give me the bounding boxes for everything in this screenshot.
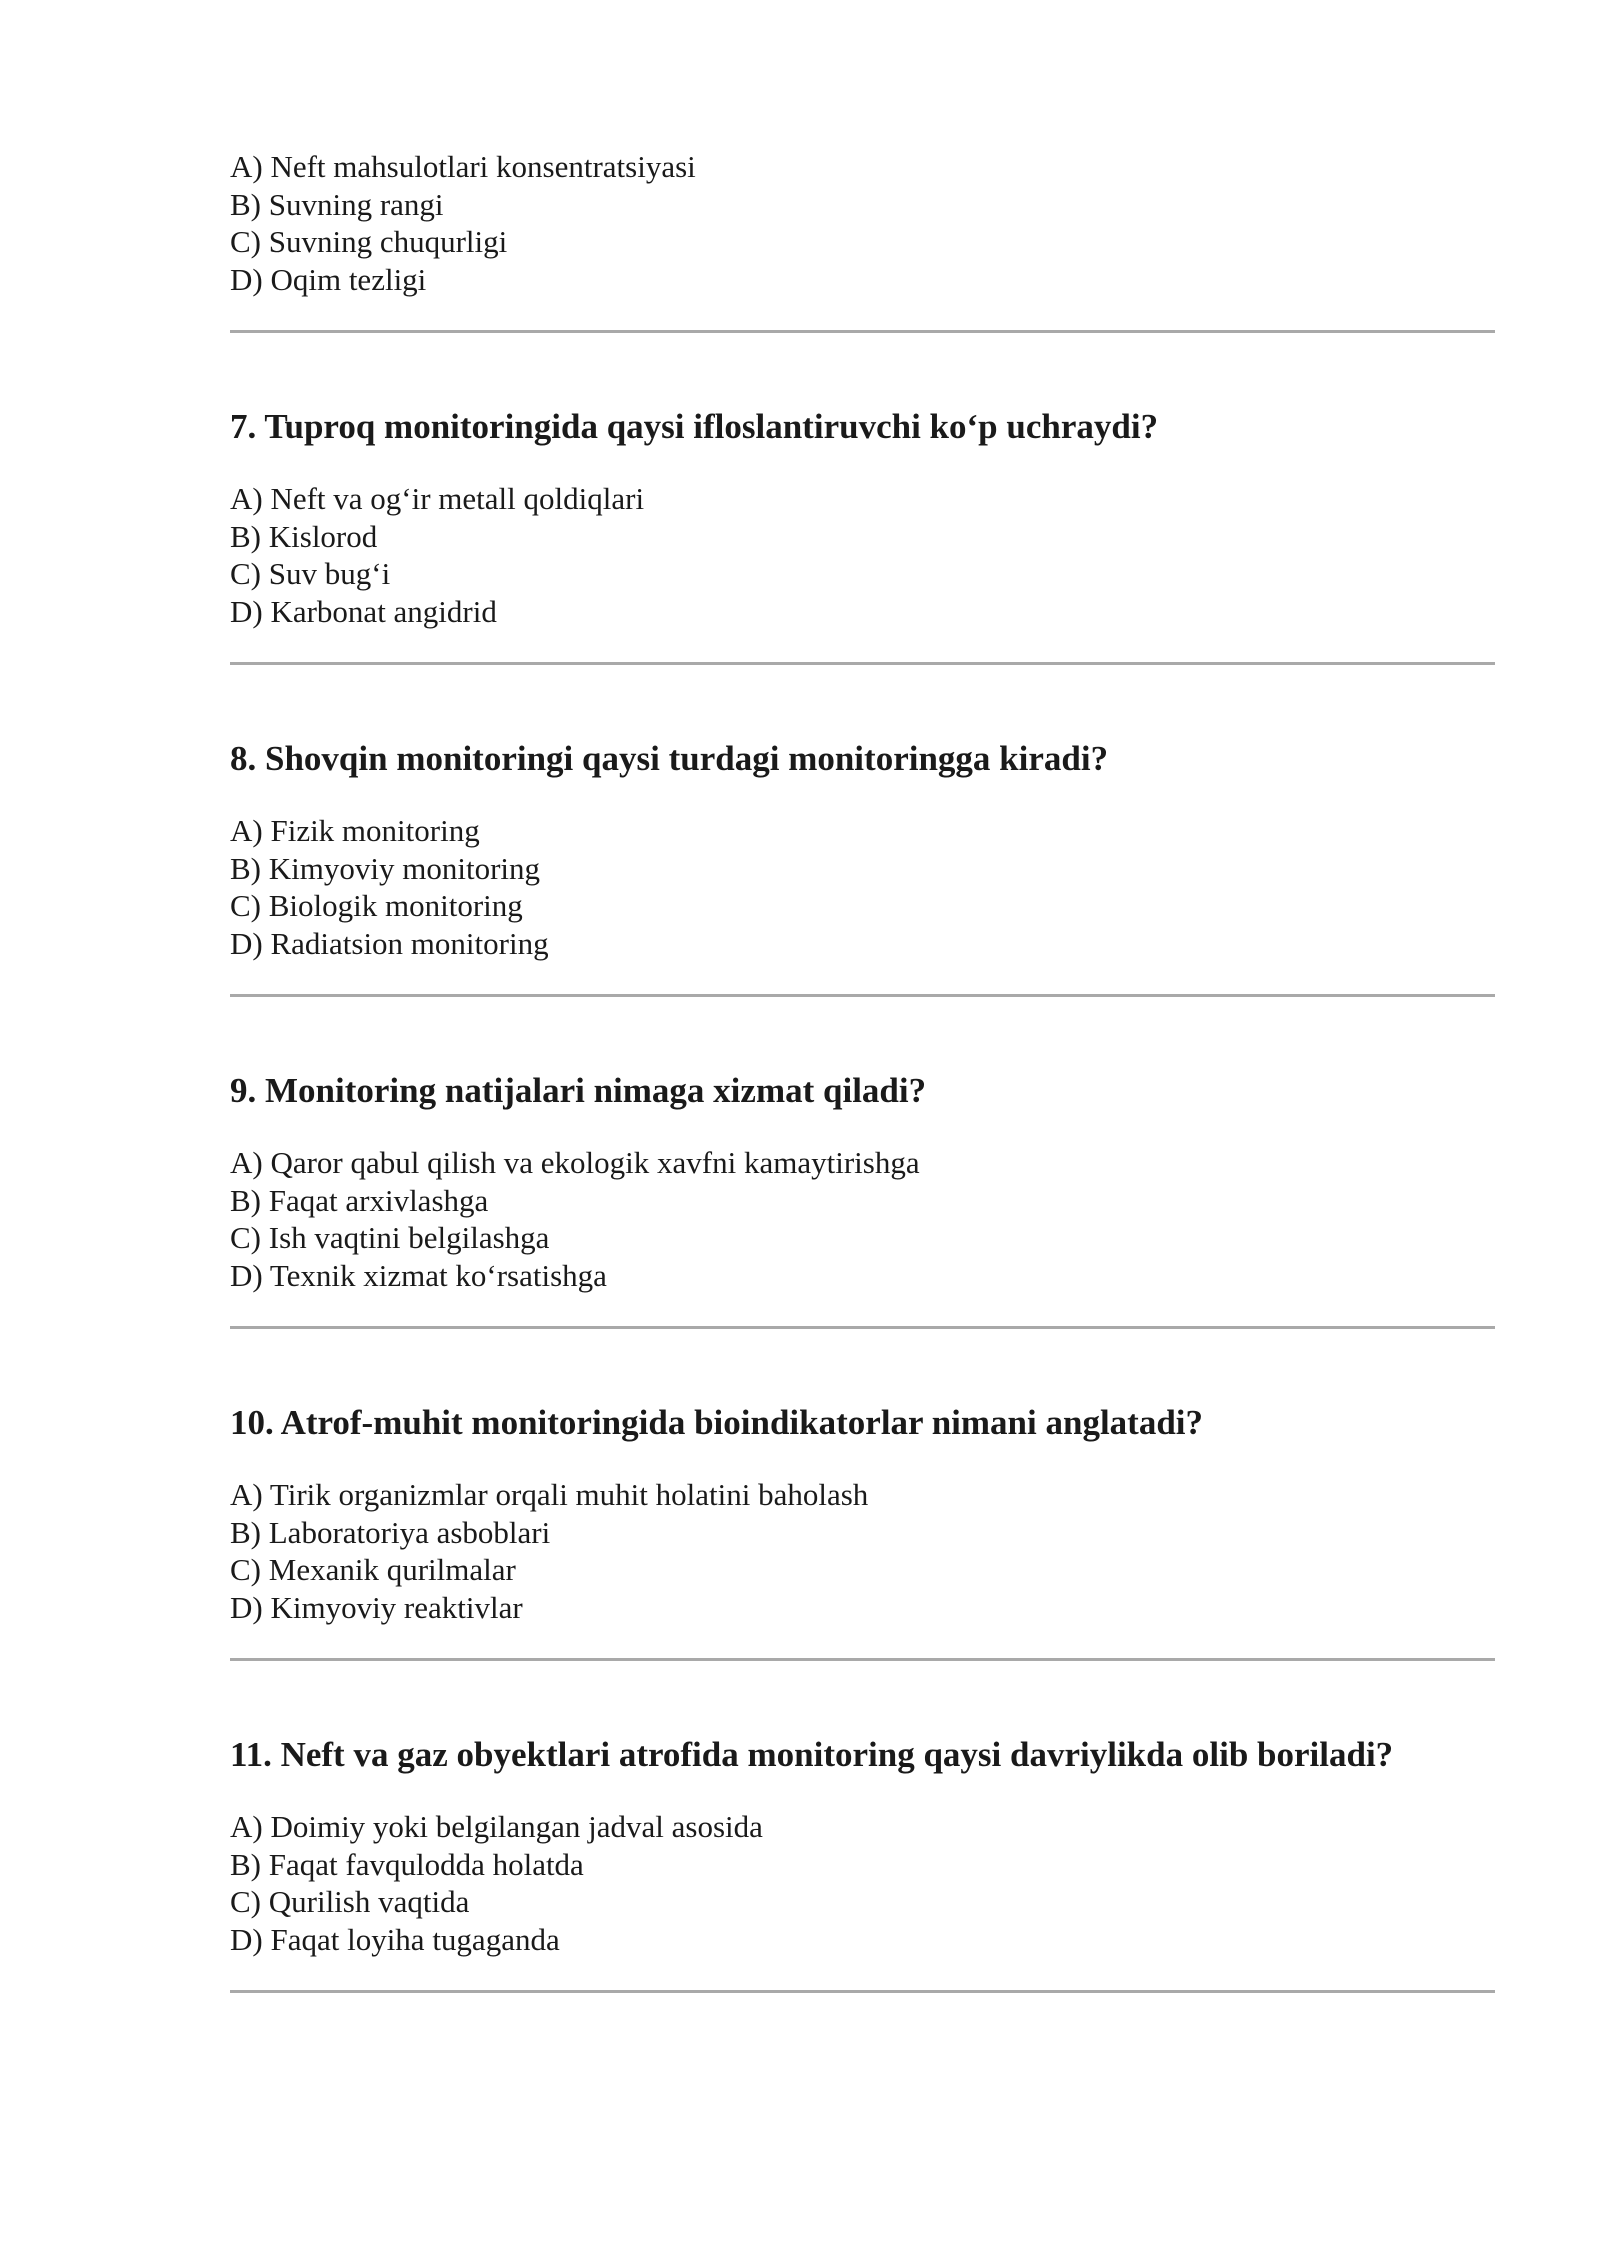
divider	[230, 1990, 1495, 1993]
question-10	[230, 1403, 1495, 1661]
divider	[230, 994, 1495, 997]
document-page	[230, 148, 1495, 1993]
answer-list	[230, 1144, 1495, 1294]
answer-option: A) Doimiy yoki belgilangan jadval asosida	[230, 1809, 763, 1844]
question-6-continued	[230, 148, 1495, 333]
answer-option: C) Biologik monitoring	[230, 888, 523, 923]
question-title: 10. Atrof-muhit monitoringida bioindikatorlar nimani anglatadi?	[230, 1403, 1204, 1442]
answer-list	[230, 812, 1495, 962]
question-9	[230, 1071, 1495, 1329]
question-title: 9. Monitoring natijalari nimaga xizmat qiladi?	[230, 1071, 927, 1110]
question-8	[230, 739, 1495, 997]
answer-option: D) Texnik xizmat ko‘rsatishga	[230, 1257, 607, 1293]
answer-list	[230, 148, 1495, 298]
answer-option: C) Qurilish vaqtida	[230, 1884, 470, 1919]
answer-option: B) Faqat favqulodda holatda	[230, 1846, 584, 1882]
question-7	[230, 407, 1495, 665]
answer-option: A) Neft va og‘ir metall qoldiqlari	[230, 481, 645, 516]
answer-option: C) Suv bug‘i	[230, 556, 391, 591]
question-title: 7. Tuproq monitoringida qaysi ifloslantiruvchi ko‘p uchraydi?	[230, 407, 1159, 446]
answer-option: C) Ish vaqtini belgilashga	[230, 1220, 550, 1255]
answer-list	[230, 1476, 1495, 1626]
answer-option: B) Laboratoriya asboblari	[230, 1514, 551, 1550]
answer-option: B) Kimyoviy monitoring	[230, 850, 540, 886]
answer-option: A) Qaror qabul qilish va ekologik xavfni kamaytirishga	[230, 1145, 920, 1180]
answer-option: C) Mexanik qurilmalar	[230, 1552, 516, 1587]
question-title: 8. Shovqin monitoringi qaysi turdagi monitoringga kiradi?	[230, 739, 1109, 778]
answer-option: B) Suvning rangi	[230, 186, 444, 222]
divider	[230, 1326, 1495, 1329]
answer-option: D) Faqat loyiha tugaganda	[230, 1921, 560, 1957]
answer-option: D) Karbonat angidrid	[230, 593, 497, 629]
divider	[230, 1658, 1495, 1661]
answer-option: A) Fizik monitoring	[230, 813, 480, 848]
answer-option: D) Radiatsion monitoring	[230, 925, 549, 961]
answer-option: D) Oqim tezligi	[230, 261, 427, 297]
answer-option: A) Neft mahsulotlari konsentratsiyasi	[230, 149, 696, 184]
question-11	[230, 1735, 1495, 1993]
answer-option: C) Suvning chuqurligi	[230, 224, 508, 259]
answer-list	[230, 480, 1495, 630]
answer-option: B) Faqat arxivlashga	[230, 1182, 489, 1218]
answer-option: A) Tirik organizmlar orqali muhit holatini baholash	[230, 1477, 869, 1512]
answer-option: D) Kimyoviy reaktivlar	[230, 1589, 523, 1625]
divider	[230, 662, 1495, 665]
divider	[230, 330, 1495, 333]
question-title: 11. Neft va gaz obyektlari atrofida monitoring qaysi davriylikda olib boriladi?	[230, 1735, 1394, 1774]
answer-list	[230, 1808, 1495, 1958]
answer-option: B) Kislorod	[230, 518, 378, 554]
